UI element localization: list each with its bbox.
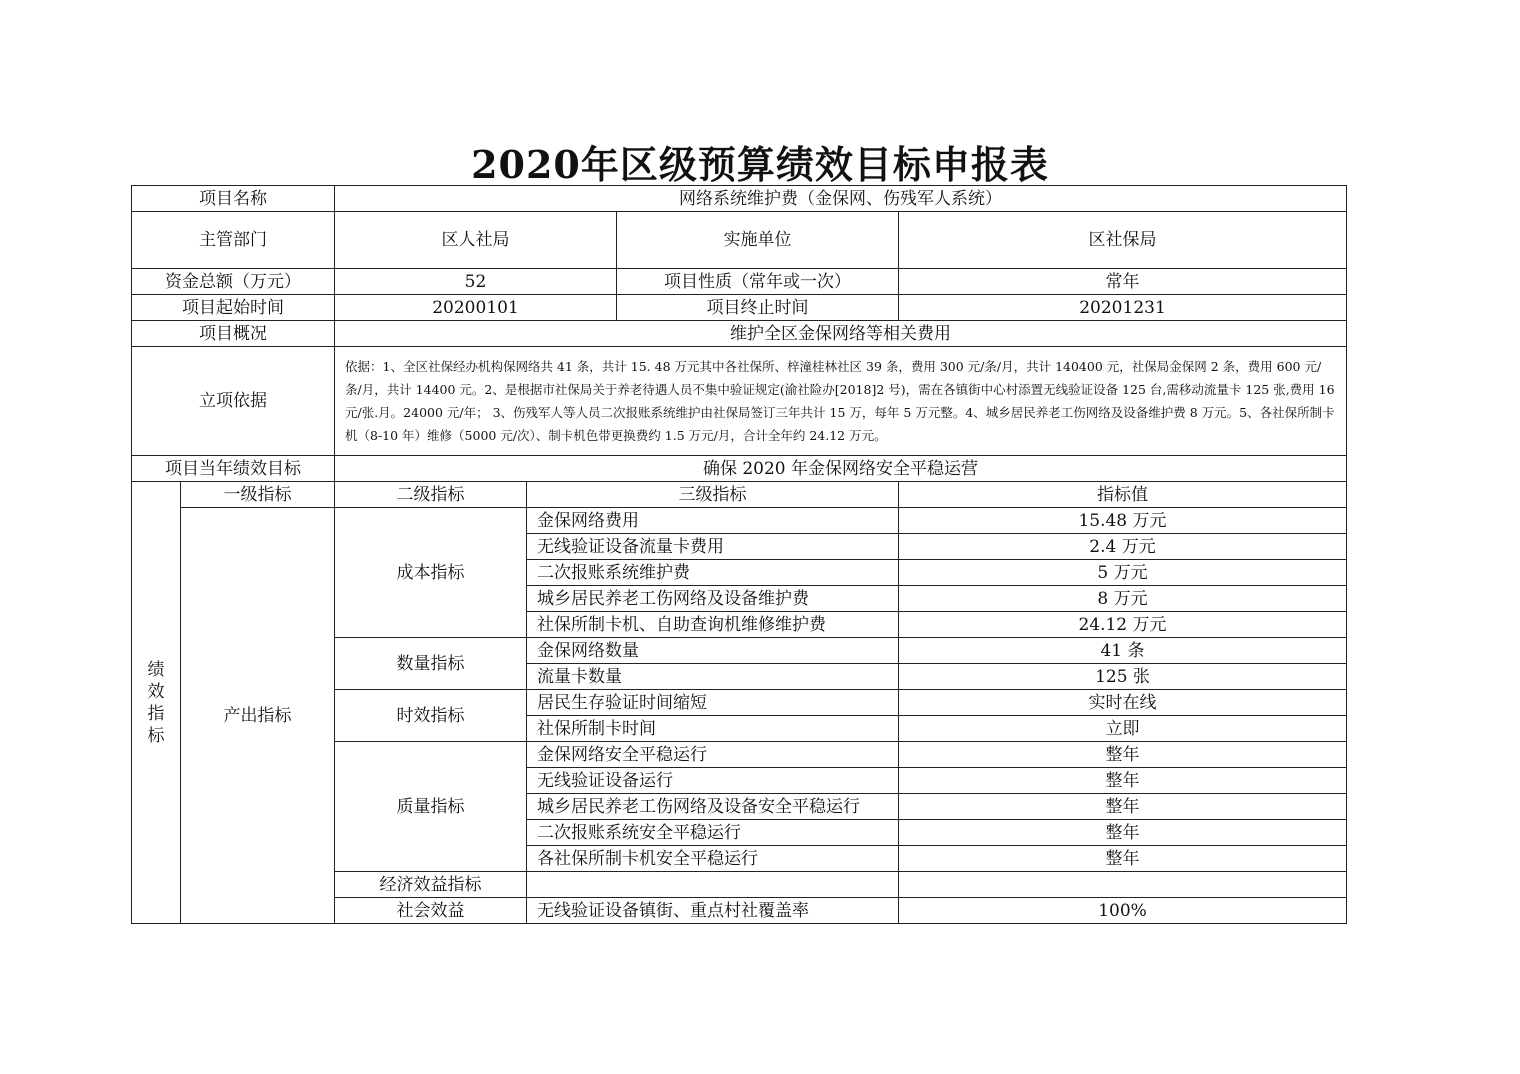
label-economic: 经济效益指标 [335,872,527,898]
quality-value: 整年 [899,794,1347,820]
quality-value: 整年 [899,820,1347,846]
quantity-item: 流量卡数量 [527,664,899,690]
row-time [132,295,1347,321]
timeliness-item: 居民生存验证时间缩短 [527,690,899,716]
header-level3: 三级指标 [527,482,899,508]
cost-value: 5 万元 [899,560,1347,586]
quality-item: 金保网络安全平稳运行 [527,742,899,768]
label-output: 产出指标 [181,508,335,924]
value-annual-goal: 确保 2020 年金保网络安全平稳运营 [335,456,1347,482]
value-basis: 依据：1、全区社保经办机构保网络共 41 条，共计 15. 48 万元其中各社保所、梓潼桂林社区 39 条，费用 300 元/条/月，共计 140400 元，社保局金保网 2 条，费用 600 元/条/月，共计 14400 元。2、是根据市社保局关于养老待遇人员不集中验证规定(渝社险办[2018]2 号)，需在各镇街中心村添置无线验证设备 125 台,需移动流量卡 125 张,费用 16 元/张.月。24000 元/年； 3、伤残军人等人员二次报账系统维护由社保局签订三年共计 15 万，每年 5 万元整。4、城乡居民养老工伤网络及设备维护费 8 万元。5、各社保所制卡机（8-10 年）维修（5000 元/次）、制卡机色带更换费约 1.5 万元/月，合计全年约 24.12 万元。 [335,347,1347,456]
value-impl-unit: 区社保局 [899,212,1347,269]
header-level2: 二级指标 [335,482,527,508]
row-indicator-header [132,482,1347,508]
label-social: 社会效益 [335,898,527,924]
label-quantity: 数量指标 [335,638,527,690]
label-cost: 成本指标 [335,508,527,638]
label-timeliness: 时效指标 [335,690,527,742]
quality-item: 各社保所制卡机安全平稳运行 [527,846,899,872]
row-basis [132,347,1347,456]
value-nature: 常年 [899,269,1347,295]
label-start-time: 项目起始时间 [132,295,335,321]
value-start-time: 20200101 [335,295,617,321]
row-fund [132,269,1347,295]
value-fund-total: 52 [335,269,617,295]
quality-value: 整年 [899,846,1347,872]
cost-value: 2.4 万元 [899,534,1347,560]
label-impl-unit: 实施单位 [617,212,899,269]
timeliness-item: 社保所制卡时间 [527,716,899,742]
quality-value: 整年 [899,742,1347,768]
economic-item [527,872,899,898]
label-overview: 项目概况 [132,321,335,347]
row-dept [132,212,1347,269]
row-overview [132,321,1347,347]
social-value: 100% [899,898,1347,924]
label-fund-total: 资金总额（万元） [132,269,335,295]
value-end-time: 20201231 [899,295,1347,321]
value-overview: 维护全区金保网络等相关费用 [335,321,1347,347]
value-project-name: 网络系统维护费（金保网、伤残军人系统） [335,186,1347,212]
cost-item: 无线验证设备流量卡费用 [527,534,899,560]
cost-item: 金保网络费用 [527,508,899,534]
quantity-value: 41 条 [899,638,1347,664]
social-item: 无线验证设备镇街、重点村社覆盖率 [527,898,899,924]
economic-value [899,872,1347,898]
page-title: 2020年区级预算绩效目标申报表 [471,142,1049,187]
header-value: 指标值 [899,482,1347,508]
quality-value: 整年 [899,768,1347,794]
quantity-item: 金保网络数量 [527,638,899,664]
value-dept: 区人社局 [335,212,617,269]
cost-value: 15.48 万元 [899,508,1347,534]
quality-item: 无线验证设备运行 [527,768,899,794]
cost-value: 8 万元 [899,586,1347,612]
cost-item: 城乡居民养老工伤网络及设备维护费 [527,586,899,612]
label-annual-goal: 项目当年绩效目标 [132,456,335,482]
row-project-name [132,186,1347,212]
cost-item: 二次报账系统维护费 [527,560,899,586]
quality-item: 二次报账系统安全平稳运行 [527,820,899,846]
quantity-value: 125 张 [899,664,1347,690]
label-perf-indicator-text: 绩 效 指 标 [147,659,165,746]
label-end-time: 项目终止时间 [617,295,899,321]
row-annual-goal [132,456,1347,482]
label-quality: 质量指标 [335,742,527,872]
label-basis: 立项依据 [132,347,335,456]
table-row [132,508,1347,534]
timeliness-value: 立即 [899,716,1347,742]
label-perf-indicator [132,482,181,924]
header-level1: 一级指标 [181,482,335,508]
quality-item: 城乡居民养老工伤网络及设备安全平稳运行 [527,794,899,820]
cost-value: 24.12 万元 [899,612,1347,638]
label-nature: 项目性质（常年或一次） [617,269,899,295]
cost-item: 社保所制卡机、自助查询机维修维护费 [527,612,899,638]
timeliness-value: 实时在线 [899,690,1347,716]
label-project-name: 项目名称 [132,186,335,212]
label-dept: 主管部门 [132,212,335,269]
performance-target-table [131,185,1347,924]
